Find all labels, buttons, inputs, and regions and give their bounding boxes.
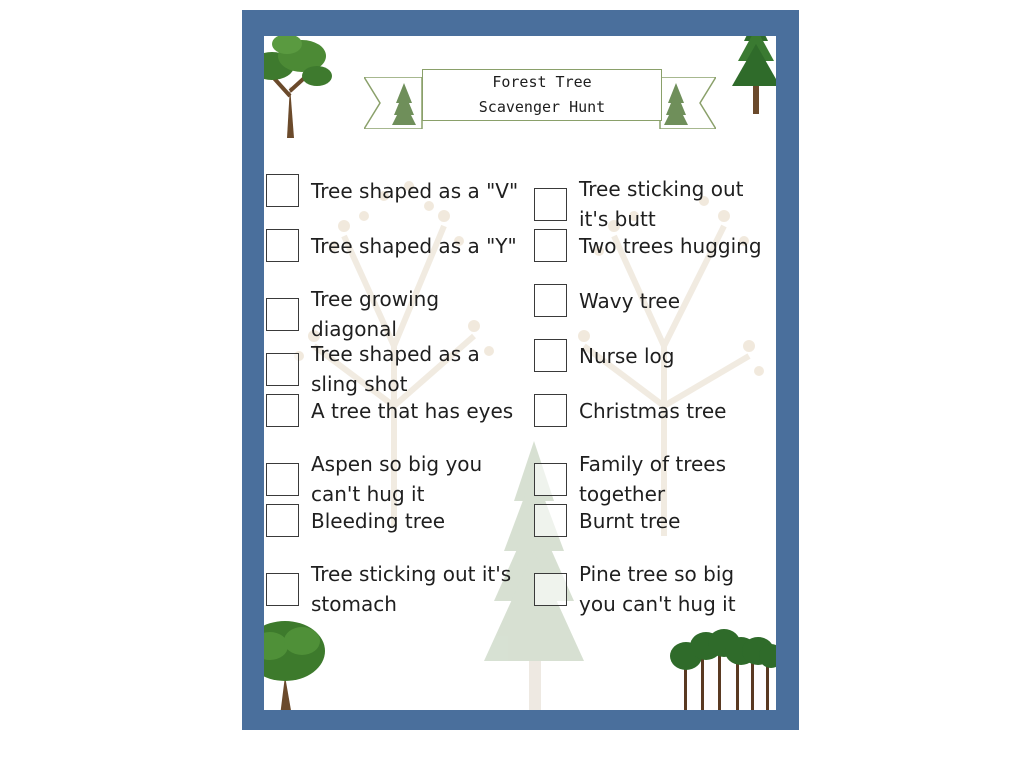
checkbox[interactable] [534, 188, 567, 221]
checkbox[interactable] [266, 174, 299, 207]
checklist-item [534, 559, 759, 619]
checklist-item [266, 229, 517, 262]
checkbox[interactable] [266, 229, 299, 262]
sheet-content [264, 36, 776, 710]
checklist-label: Tree growing diagonal [311, 287, 440, 341]
bush-tree-bottom-left-icon [264, 616, 335, 710]
oak-tree-top-left-icon [264, 36, 337, 141]
checkbox[interactable] [266, 573, 299, 606]
checklist-label: Tree shaped as a "V" [311, 178, 519, 203]
checklist-label: Tree sticking out it's butt [579, 177, 744, 231]
checklist-item [266, 174, 518, 207]
checklist-item [534, 174, 764, 234]
checklist-label: Family of trees together [579, 452, 727, 506]
checklist-item [266, 449, 506, 509]
checklist-label: Tree sticking out it's stomach [311, 562, 512, 616]
checklist-item [534, 339, 674, 372]
checklist-item [534, 504, 680, 537]
checklist-label: Burnt tree [579, 508, 681, 533]
checklist-item [266, 339, 511, 399]
checkbox[interactable] [534, 504, 567, 537]
checklist-label: Christmas tree [579, 398, 727, 423]
checklist-item [266, 394, 513, 427]
checklist-label: Bleeding tree [311, 508, 446, 533]
checklist-label: Two trees hugging [579, 233, 762, 258]
checkbox[interactable] [266, 463, 299, 496]
pine-tree-top-right-icon [726, 36, 776, 116]
checklist-item [266, 504, 445, 537]
checklist-label: A tree that has eyes [311, 398, 514, 423]
checkbox[interactable] [534, 284, 567, 317]
title-line-1: Forest Tree [492, 73, 592, 91]
checklist-label: Pine tree so big you can't hug it [579, 562, 736, 616]
checklist-label: Nurse log [579, 343, 675, 368]
checklist-item [534, 284, 680, 317]
checklist-label: Aspen so big you can't hug it [311, 452, 483, 506]
checkbox[interactable] [266, 394, 299, 427]
checkbox[interactable] [534, 573, 567, 606]
checkbox[interactable] [534, 394, 567, 427]
checklist-item [266, 284, 486, 344]
checklist-item [534, 394, 726, 427]
checkbox[interactable] [534, 463, 567, 496]
checkbox[interactable] [534, 339, 567, 372]
title-line-2: Scavenger Hunt [478, 98, 606, 116]
title-banner [364, 69, 716, 129]
scavenger-hunt-sheet [242, 10, 799, 730]
checklist-item [534, 449, 754, 509]
page-title [422, 69, 662, 121]
checklist-label: Wavy tree [579, 288, 681, 313]
checklist-label: Tree shaped as a sling shot [311, 342, 480, 396]
checklist-item [266, 559, 526, 619]
checkbox[interactable] [266, 353, 299, 386]
grove-bottom-right-icon [666, 621, 776, 710]
checkbox[interactable] [266, 298, 299, 331]
checklist-item [534, 229, 762, 262]
checkbox[interactable] [266, 504, 299, 537]
checklist-label: Tree shaped as a "Y" [311, 233, 517, 258]
checkbox[interactable] [534, 229, 567, 262]
